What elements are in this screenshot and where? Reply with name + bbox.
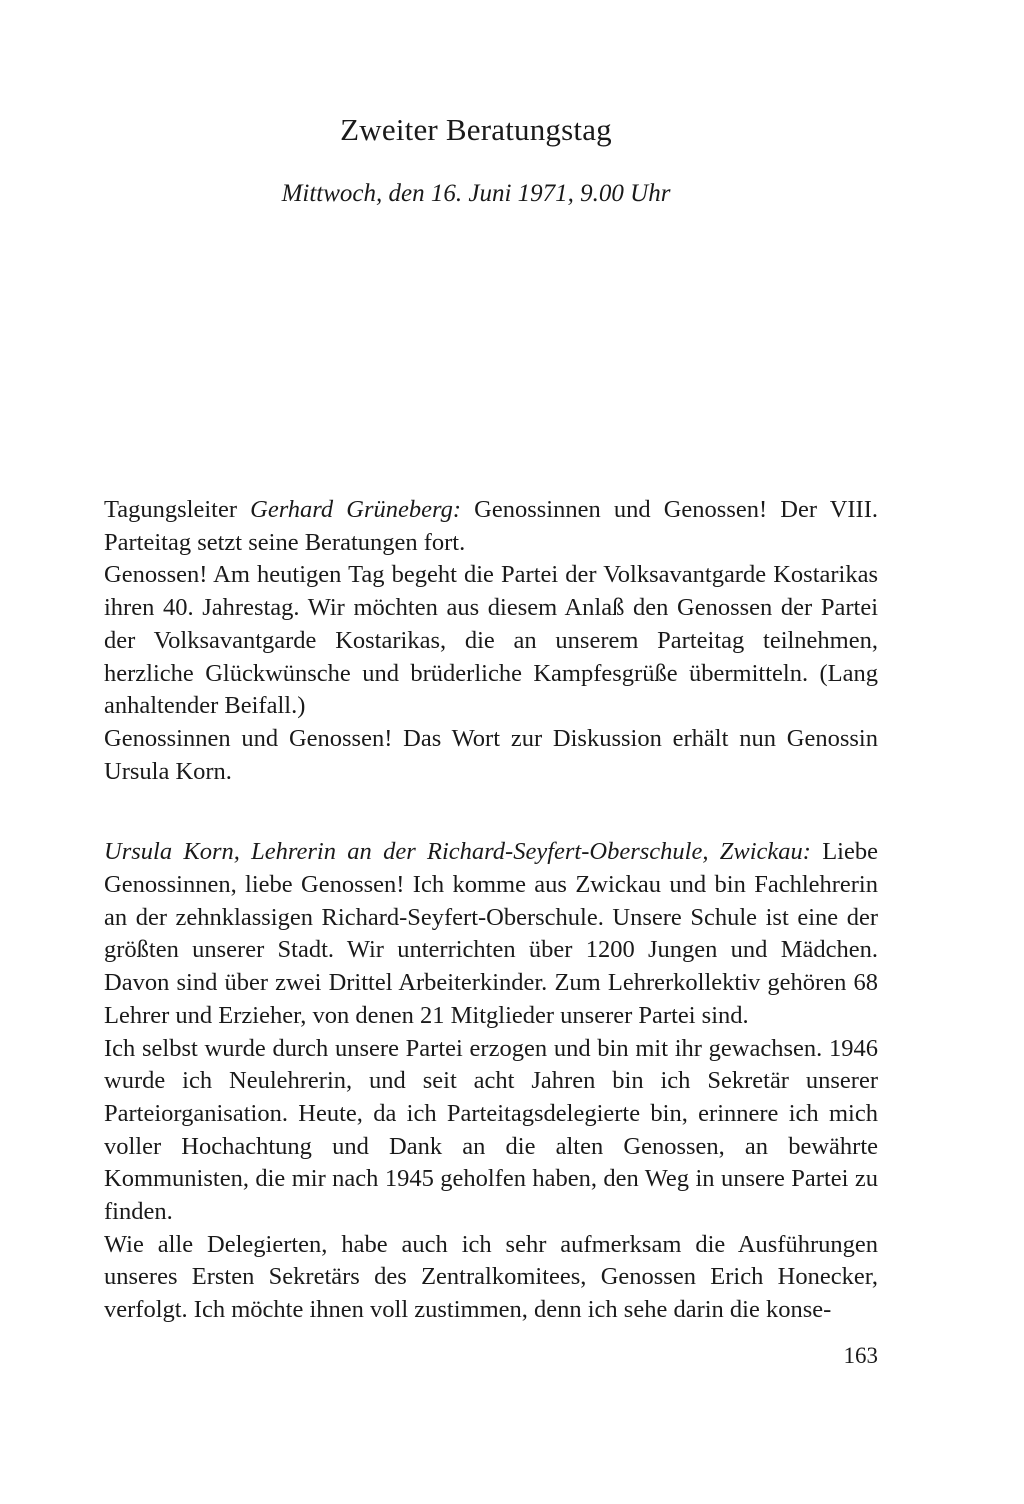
page-number: 163 bbox=[843, 1343, 878, 1368]
speaker-name: Ursula Korn, Lehrerin an der Richard-Seyfert-Oberschule, Zwickau: bbox=[104, 838, 811, 866]
session-date: Mittwoch, den 16. Juni 1971, 9.00 Uhr bbox=[281, 180, 671, 207]
paragraph-korn-background: Ich selbst wurde durch unsere Partei erzogen und bin mit ihr gewachsen. 1946 wurde ich Neulehrerin, und seit acht Jahren bin ich Sekretär unserer Parteiorganisation. Heute, da ich Parteitagsdelegierte bin, erinnere ich mich voller Hochachtung und Dank an die alten Genossen, an bewährte Kommunisten, die mir nach 1945 geholfen haben, den Weg in unsere Partei zu finden. bbox=[104, 1034, 878, 1226]
paragraph-announce-speaker: Genossinnen und Genossen! Das Wort zur Diskussion erhält nun Genossin Ursula Korn. bbox=[104, 724, 878, 785]
body-text bbox=[104, 494, 878, 1327]
paragraph-chair-opening bbox=[104, 494, 878, 559]
paragraph-korn-agreement: Wie alle Delegierten, habe auch ich sehr aufmerksam die Ausführungen unseres Ersten Sekretärs des Zentralkomitees, Genossen Erich Honecker, verfolgt. Ich möchte ihnen voll zustimmen, denn ich sehe darin die konse- bbox=[104, 1230, 878, 1324]
speaker-role: Tagungsleiter bbox=[104, 496, 237, 523]
page-title: Zweiter Beratungstag bbox=[340, 112, 612, 147]
paragraph-text: Liebe Genossinnen, liebe Genossen! Ich komme aus Zwickau und bin Fachlehrerin an der zehnklassigen Richard-Seyfert-Oberschule. Unsere Schule ist eine der größten unserer Stadt. Wir unterrichten über 1200 Jungen und Mädchen. Davon sind über zwei Drittel Arbeiterkinder. Zum Lehrerkollektiv gehören 68 Lehrer und Erzieher, von denen 21 Mitglieder unserer Partei sind. bbox=[104, 838, 878, 1029]
paragraph-korn-intro bbox=[104, 836, 878, 1032]
paragraph-text: Genossinnen und Genossen! Der VIII. Parteitag setzt seine Beratungen fort. bbox=[104, 496, 878, 556]
paragraph-anniversary: Genossen! Am heutigen Tag begeht die Partei der Volksavantgarde Kostarikas ihren 40. Jahrestag. Wir möchten aus diesem Anlaß den Genossen der Partei der Volksavantgarde Kostarikas, die an unserem Parteitag teilnehmen, herzliche Glückwünsche und brüderliche Kampfesgrüße übermitteln. (Lang anhaltender Beifall.) bbox=[104, 561, 878, 720]
section-gap bbox=[104, 788, 878, 836]
speaker-name: Gerhard Grüneberg: bbox=[250, 496, 462, 523]
